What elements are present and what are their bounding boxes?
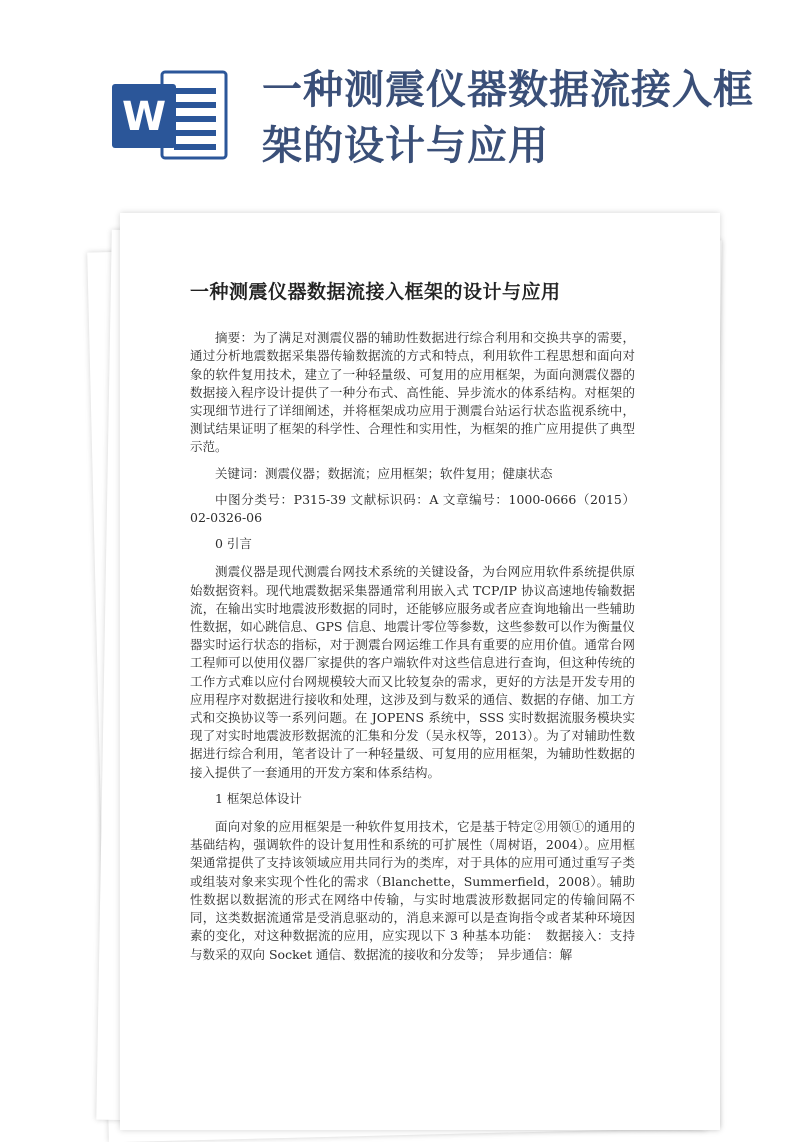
section-heading-intro: 0 引言 <box>215 536 252 552</box>
word-document-icon <box>110 70 230 160</box>
paper-title: 一种测震仪器数据流接入框架的设计与应用 <box>190 281 561 303</box>
abstract: 摘要：为了满足对测震仪器的辅助性数据进行综合利用和交换共享的需要，通过分析地震数据采集器传输数据流的方式和特点，利用软件工程思想和面向对象的软件复用技术，建立了一种轻量级、可复用的应用框架，为面向测震仪器的数据接入程序设计提供了一种分布式、高性能、异步流水的体系结构。对框架的实现细节进行了详细阐述，并将框架成功应用于测震台站运行状态监视系统中，测试结果证明了框架的科学性、合理性和实用性，为框架的推广应用提供了典型示范。 <box>190 330 635 455</box>
paper-page <box>120 213 720 1130</box>
logo-letter: W <box>121 94 167 140</box>
header-banner <box>0 0 800 205</box>
classification-info: 中图分类号：P315-39 文献标识码：A 文章编号：1000-0666（2015）02-0326-06 <box>190 491 635 526</box>
section-body-intro: 测震仪器是现代测震台网技术系统的关键设备，为台网应用软件系统提供原始数据资料。现代地震数据采集器通常利用嵌入式 TCP/IP 协议高速地传输数据流，在输出实时地震波形数据的同时，还能够应服务或者应查询地输出一些辅助性数据，如心跳信息、GPS 信息、地震计零位等参数，这些参数可以作为衡量仪器实时运行状态的指标，对于测震台网运维工作具有重要的应用价值。通常台网工程师可以使用仪器厂家提供的客户端软件对这些信息进行查询，但这种传统的工作方式难以应付台网规模较大而又比较复杂的需求，更好的方法是开发专用的应用程序对数据进行接收和处理，这涉及到与数采的通信、数据的存储、加工方式和交换协议等一系列问题。在 JOPENS 系统中，SSS 实时数据流服务模块实现了对实时地震波形数据流的汇集和分发（吴永权等，2013）。为了对辅助性数据进行综合利用，笔者设计了一种轻量级、可复用的应用框架，为辅助性数据的接入提供了一套通用的开发方案和体系结构。 <box>190 564 635 780</box>
keywords: 关键词：测震仪器；数据流；应用框架；软件复用；健康状态 <box>215 465 553 481</box>
section-body-framework: 面向对象的应用框架是一种软件复用技术，它是基于特定②用领①的通用的基础结构，强调软件的设计复用性和系统的可扩展性（周树语，2004）。应用框架通常提供了支持该领域应用共同行为的类库，对于具体的应用可通过重写子类或组装对象来实现个性化的需求（Blanchette，Summerfield，2008）。辅助性数据以数据流的形式在网络中传输，与实时地震波形数据同定的传输间隔不同，这类数据流通常是受消息驱动的，消息来源可以是查询指令或者某种环境因素的变化，对这种数据流的应用，应实现以下 3 种基本功能： 数据接入：支持与数采的双向 Socket 通信、数据流的接收和分发等； 异步通信：解 <box>190 819 635 962</box>
page-content <box>190 283 635 972</box>
paper-preview <box>0 205 800 1130</box>
document-title: 一种测震仪器数据流接入框架的设计与应用 <box>262 66 754 169</box>
section-heading-framework: 1 框架总体设计 <box>215 790 302 806</box>
